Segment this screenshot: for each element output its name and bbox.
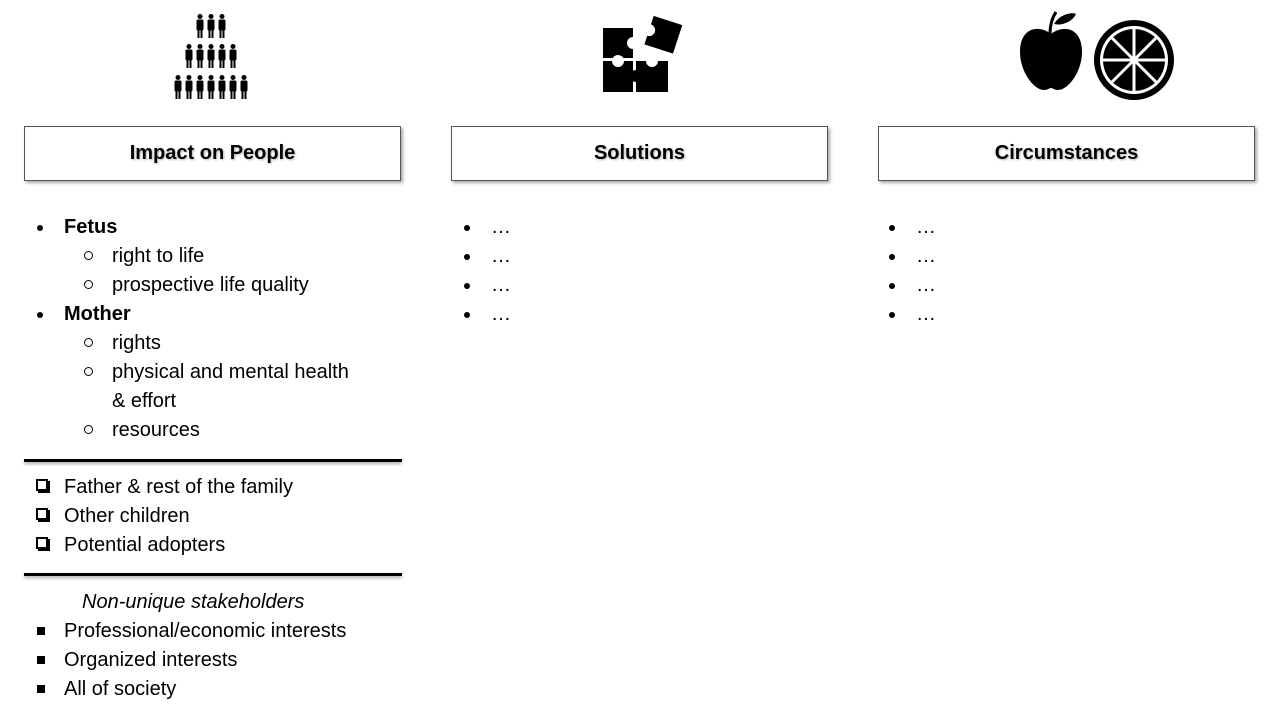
bullet: [37, 685, 45, 693]
puzzle-icon: [600, 14, 686, 96]
checkbox-icon: [36, 479, 48, 491]
list-item-label: Potential adopters: [64, 534, 226, 556]
list-heading: [34, 588, 404, 617]
list-item: [886, 300, 1186, 329]
list-item-label: Mother: [64, 303, 131, 325]
header-solutions: [451, 126, 828, 181]
bullet: [84, 251, 93, 260]
bullet: [464, 283, 470, 289]
list-item: [34, 416, 404, 445]
circumstances-list: [886, 213, 1186, 329]
divider: [24, 573, 402, 576]
header-impact-on-people: [24, 126, 401, 181]
list-item: [886, 213, 1186, 242]
checkbox-icon: [36, 508, 48, 520]
list-item: [461, 271, 761, 300]
list-item-label: …: [916, 274, 936, 296]
list-item: [34, 646, 404, 675]
list-item-label: …: [491, 274, 511, 296]
list-item: [34, 213, 404, 242]
list-item-label: …: [916, 303, 936, 325]
header-label: Circumstances: [994, 142, 1139, 164]
divider: [24, 459, 402, 462]
orange-slice-icon: [1092, 18, 1176, 102]
bullet: [889, 254, 895, 260]
list-item: [886, 242, 1186, 271]
bullet: [84, 338, 93, 347]
list-item-label: …: [916, 245, 936, 267]
list-item: [36, 473, 406, 502]
bullet: [37, 312, 43, 318]
bullet: [37, 656, 45, 664]
list-item-label: …: [916, 216, 936, 238]
list-item-label: right to life: [112, 245, 205, 267]
list-item: [36, 502, 406, 531]
list-item: [34, 675, 404, 704]
list-item: [36, 531, 406, 560]
list-item-label: physical and mental health: [112, 361, 349, 383]
bullet: [889, 225, 895, 231]
list-item: [461, 300, 761, 329]
bullet: [464, 312, 470, 318]
list-item-label: …: [491, 216, 511, 238]
bullet: [37, 225, 43, 231]
list-item: [886, 271, 1186, 300]
list-item-label: All of society: [64, 678, 177, 700]
list-item-label: rights: [112, 332, 161, 354]
family-list: [36, 473, 406, 560]
bullet: [464, 254, 470, 260]
checkbox-icon: [36, 537, 48, 549]
list-item-label: Organized interests: [64, 649, 238, 671]
list-item: [34, 271, 404, 300]
list-item-label: Other children: [64, 505, 190, 527]
list-item: [34, 358, 404, 387]
list-item: [34, 387, 404, 416]
list-item: [461, 242, 761, 271]
bullet: [84, 280, 93, 289]
nonunique-heading: Non-unique stakeholders: [82, 591, 305, 613]
list-item: [34, 329, 404, 358]
bullet: [889, 312, 895, 318]
list-item-label: & effort: [112, 390, 177, 412]
header-circumstances: [878, 126, 1255, 181]
header-label: Solutions: [593, 142, 686, 164]
list-item-label: Professional/economic interests: [64, 620, 347, 642]
bullet: [84, 425, 93, 434]
list-item: [461, 213, 761, 242]
list-item: [34, 617, 404, 646]
bullet: [84, 367, 93, 376]
list-item: [34, 242, 404, 271]
list-item-label: …: [491, 303, 511, 325]
people-pyramid-icon: [172, 14, 256, 106]
header-label: Impact on People: [129, 142, 296, 164]
list-item-label: resources: [112, 419, 200, 441]
impact-list: [34, 213, 404, 445]
bullet: [464, 225, 470, 231]
list-item-label: …: [491, 245, 511, 267]
list-item: [34, 300, 404, 329]
nonunique-list: [34, 588, 404, 704]
solutions-list: [461, 213, 761, 329]
list-item-label: prospective life quality: [112, 274, 309, 296]
bullet: [37, 627, 45, 635]
bullet: [889, 283, 895, 289]
apple-icon: [1016, 10, 1086, 94]
list-item-label: Father & rest of the family: [64, 476, 293, 498]
list-item-label: Fetus: [64, 216, 118, 238]
